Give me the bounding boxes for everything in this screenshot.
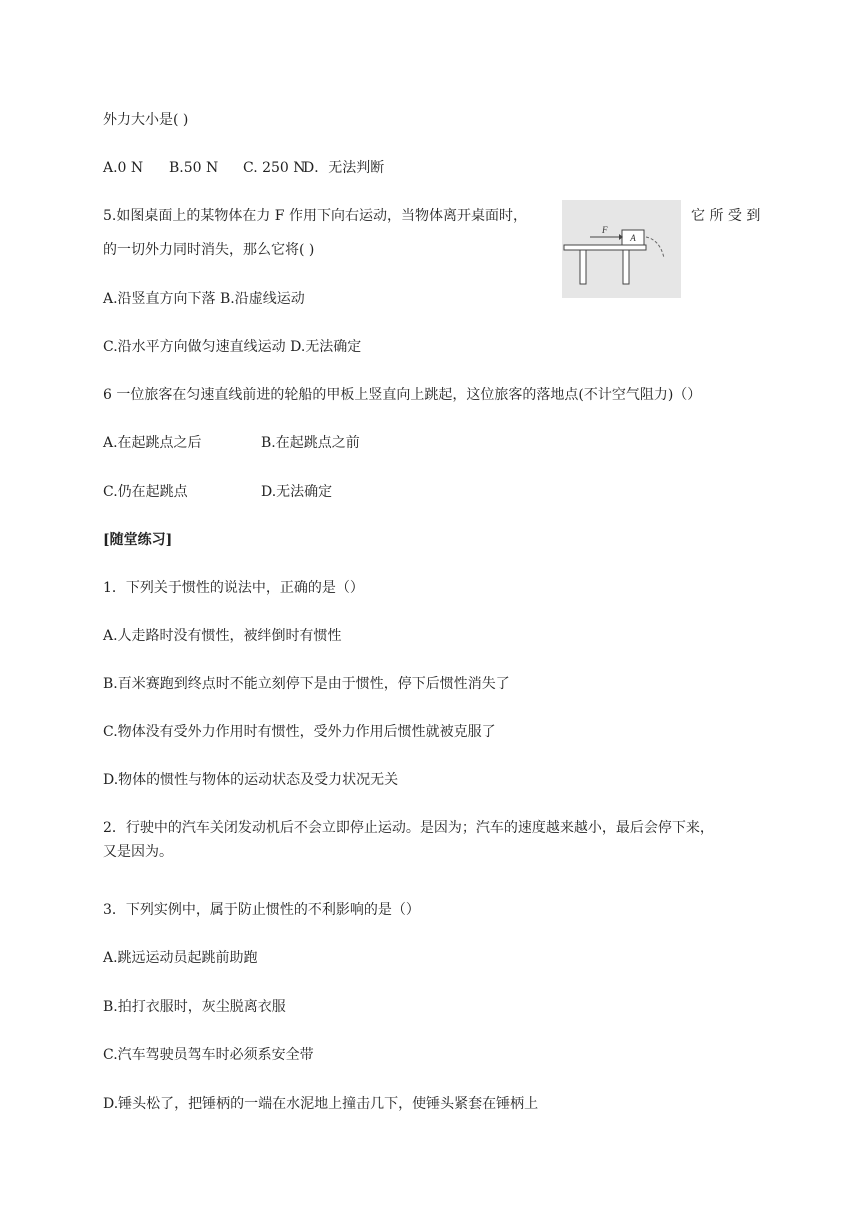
q6-stem: 6 一位旅客在匀速直线前进的轮船的甲板上竖直向上跳起，这位旅客的落地点(不计空气阻力)（） [103,387,702,403]
p2-line2: 又是因为。 [103,844,173,860]
p3-option-d: D.锤头松了，把锤柄的一端在水泥地上撞击几下，使锤头紧套在锤柄上 [103,1096,539,1112]
q4-option-c: C. 250 N [243,160,306,176]
p3-option-c: C.汽车驾驶员驾车时必须系安全带 [103,1047,314,1063]
table-figure [562,200,681,298]
p1-option-c: C.物体没有受外力作用时有惯性，受外力作用后惯性就被克服了 [103,724,496,740]
q5-stem-line1: 5.如图桌面上的某物体在力 F 作用下向右运动，当物体离开桌面时， [103,208,527,224]
q4-option-d: D．无法判断 [303,160,385,176]
q4-option-b: B.50 N [169,160,219,176]
p3-option-b: B.拍打衣服时，灰尘脱离衣服 [103,999,286,1015]
p1-option-b: B.百米赛跑到终点时不能立刻停下是由于惯性，停下后惯性消失了 [103,676,510,692]
q6-option-b: B.在起跳点之前 [261,435,360,451]
p2-line1: 2．行驶中的汽车关闭发动机后不会立即停止运动。是因为；汽车的速度越来越小，最后会停下来， [103,820,714,836]
section-title: [随堂练习] [103,532,173,548]
p1-option-d: D.物体的惯性与物体的运动状态及受力状况无关 [103,772,399,788]
force-label: F [602,225,608,235]
q5-options-line1: A.沿竖直方向下落 B.沿虚线运动 [103,291,305,307]
q6-option-d: D.无法确定 [261,484,333,500]
q6-options-row2 [103,482,332,502]
q4-stem-tail: 外力大小是( ) [103,112,189,128]
p1-stem: 1．下列关于惯性的说法中，正确的是（） [103,580,364,596]
q6-options-row1 [103,433,360,453]
q6-option-a: A.在起跳点之后 [103,435,202,451]
q6-option-c: C.仍在起跳点 [103,484,188,500]
q5-stem-line2: 的一切外力同时消失，那么它将( ) [103,242,315,258]
q5-options-line2: C.沿水平方向做匀速直线运动 D.无法确定 [103,339,362,355]
q4-option-a: A.0 N [103,160,144,176]
q4-options [103,158,384,178]
block-label: A [630,233,636,243]
q5-stem-right: 它 所 受 到 [691,208,761,224]
p3-stem: 3．下列实例中，属于防止惯性的不利影响的是（） [103,902,420,918]
p1-option-a: A.人走路时没有惯性，被绊倒时有惯性 [103,628,342,644]
p3-option-a: A.跳远运动员起跳前助跑 [103,950,258,966]
